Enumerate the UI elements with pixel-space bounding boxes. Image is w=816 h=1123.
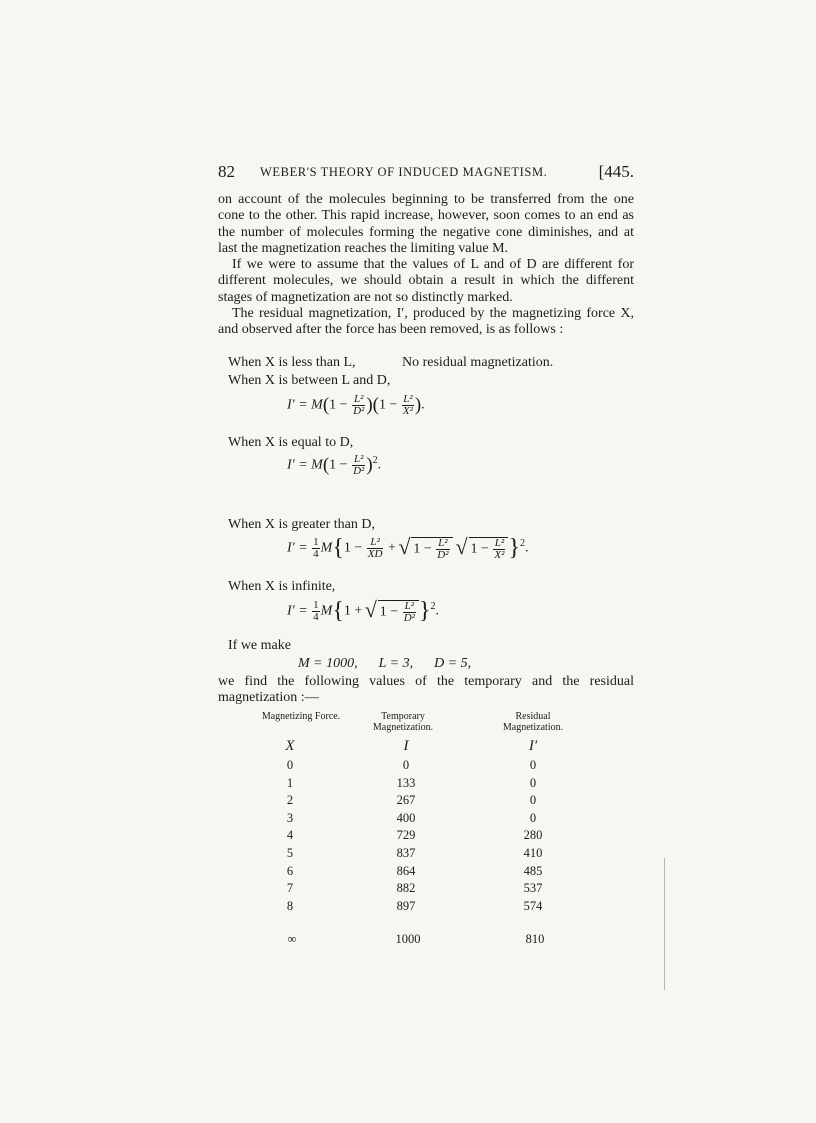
temporary-value: 133 (396, 775, 416, 790)
temporary-value: 400 (396, 810, 416, 825)
formula-one: 1 − (343, 540, 363, 556)
formula-one-digit: 1 (343, 603, 351, 619)
header-residual: Residual Magnetization. (502, 711, 564, 733)
denominator: D² (353, 405, 365, 417)
paragraph-3: The residual magnetization, I′, produced by the magnetizing force X, and observed after the force has been removed, is as follows : (218, 306, 634, 338)
formula-period: . (377, 457, 382, 473)
exponent: 2 (519, 538, 525, 550)
paragraph-2: If we were to assume that the values of L and of D are different for different molecules, we should obtain a result in which the different stages of magnetization are not so distinctly marked. (218, 257, 634, 305)
temporary-value: 882 (396, 881, 416, 896)
section-number: [445. (598, 162, 634, 181)
infinity-residual: 810 (525, 932, 545, 946)
fraction-L2-X2 (402, 394, 414, 417)
formula-lhs: I′ = (287, 397, 312, 413)
formula-lhs: I′ = (287, 603, 312, 619)
infinity-temporary: 1000 (395, 932, 421, 946)
fraction-L2-D2 (403, 601, 416, 624)
force-value: 2 (286, 793, 294, 808)
denominator: 4 (313, 611, 319, 623)
formula-period: . (435, 603, 439, 619)
formula-one: 1 − (470, 541, 489, 557)
formula-one: 1 − (379, 604, 399, 620)
case-greater-D: When X is greater than D, (228, 517, 375, 532)
force-value: 4 (286, 828, 294, 843)
denominator: X² (402, 405, 413, 417)
fraction-L2-XD (367, 537, 384, 560)
residual-value: 280 (523, 828, 543, 843)
formula-equal: I′ = M(1 − $\frac{\text{L²}}{\text{D²}}$ )$^2$. (287, 453, 382, 477)
formula-one: 1 − (329, 457, 348, 473)
formula-M: M (311, 457, 323, 473)
numerator: L² (404, 599, 415, 612)
force-value: 6 (286, 863, 294, 878)
force-value: 7 (286, 881, 294, 896)
force-value: 8 (286, 898, 294, 913)
case-equal-D: When X is equal to D, (228, 435, 354, 450)
plus-sign: + (350, 603, 366, 619)
temporary-value: 837 (396, 846, 416, 860)
numerator: L² (494, 536, 505, 549)
numerator: L² (438, 536, 448, 549)
formula-one: 1 − (413, 541, 432, 557)
residual-value: 0 (529, 775, 537, 790)
formula-between: I′ = M(1 − $\frac{\text{L²}}{\text{D²}}$ )(1 − $\frac{\text{L²}}{\text{X²}}$ ). (287, 393, 425, 417)
residual-value: 537 (523, 881, 543, 896)
formula-M: M (320, 540, 333, 556)
temporary-value: 864 (396, 863, 416, 878)
symbol-I-prime: I′ (528, 738, 538, 754)
residual-value: 574 (523, 898, 543, 913)
running-title: WEBER'S THEORY OF INDUCED MAGNETISM. (260, 165, 548, 179)
header-magnetizing-force: Magnetizing Force. (261, 711, 341, 722)
exponent: 2 (430, 601, 436, 613)
residual-value: 0 (529, 810, 537, 825)
force-value: 1 (286, 775, 294, 790)
formula-lhs: I′ = (287, 540, 312, 556)
radical-1 (411, 537, 452, 561)
residual-value: 0 (529, 793, 537, 808)
denominator: D² (353, 465, 365, 477)
denominator: XD (367, 548, 383, 560)
formula-period: . (421, 397, 425, 413)
fraction-L2-D2 (436, 538, 449, 561)
residual-value: 485 (523, 863, 543, 878)
margin-rule (664, 858, 665, 990)
radical (378, 600, 419, 624)
residual-value: 410 (523, 846, 543, 860)
numerator: 1 (313, 599, 319, 611)
infinity-force: ∞ (287, 932, 297, 946)
numerator: L² (403, 393, 413, 405)
temporary-value: 897 (396, 898, 416, 913)
symbol-I: I (403, 738, 409, 754)
header-temporary: Temporary Magnetization. (372, 711, 434, 733)
formula-M: M (320, 603, 333, 619)
paragraph-1: on account of the molecules beginning to be transferred from the one cone to the other. This rapid increase, however, soon comes to an end as the number of molecules forming the negative cone diminishes, and at last the magnetization reaches the limiting value M. (218, 192, 634, 256)
residual-value: 0 (529, 758, 537, 772)
numerator: L² (367, 537, 384, 549)
case-infinite: When X is infinite, (228, 579, 336, 594)
page-header (218, 162, 634, 186)
radical-2 (469, 537, 509, 561)
exponent: 2 (372, 455, 378, 467)
temporary-value: 0 (402, 758, 410, 772)
fraction-quarter (312, 537, 320, 560)
denominator: 4 (313, 548, 319, 560)
force-value: 3 (286, 810, 294, 825)
fraction-L2-D2 (352, 394, 365, 417)
denominator: D² (437, 548, 449, 561)
symbol-X: X (285, 738, 295, 754)
formula-infinite: I′ = $\frac{1}{4}$ M{1 + √ 1 − $\frac{\text{L²}}{\text{D²}}$ }$^2$. (287, 598, 439, 625)
case-less-than-L: When X is less than L, (228, 355, 356, 370)
temporary-value: 267 (396, 793, 416, 808)
formula-one: 1 − (378, 397, 398, 413)
fraction-L2-X2 (493, 538, 505, 561)
case-between-L-D: When X is between L and D, (228, 373, 391, 388)
body-text (218, 192, 634, 339)
force-value: 0 (286, 758, 294, 772)
numerator: 1 (313, 536, 319, 548)
table-intro: we find the following values of the temporary and the residual magnetization :— (218, 674, 634, 706)
formula-period: . (524, 540, 529, 556)
if-we-make: If we make (228, 638, 291, 653)
fraction-L2-D2 (352, 454, 365, 477)
plus-sign: + (384, 540, 400, 556)
formula-M: M (311, 397, 323, 413)
denominator: D² (403, 611, 415, 624)
denominator: X² (494, 548, 505, 561)
parameter-values: M = 1000, L = 3, D = 5, (298, 656, 472, 671)
force-value: 5 (286, 846, 294, 860)
fraction-quarter (312, 600, 320, 623)
formula-greater: I′ = $\frac{1}{4}$ M{1 − $\frac{\text{L²}}{XD}$ + √ 1 − $\frac{\text{L²}}{\text{D²}}$ √ 1 − $\frac{\text{L²}}{\text{X²}}$ }$^2$. (287, 535, 528, 562)
formula-lhs: I′ = (287, 457, 312, 473)
temporary-value: 729 (396, 828, 416, 843)
page-number: 82 (218, 162, 235, 181)
case-less-than-L-result: No residual magnetization. (402, 355, 554, 370)
numerator: L² (353, 393, 364, 405)
numerator: L² (353, 453, 364, 465)
formula-one: 1 − (329, 397, 348, 413)
